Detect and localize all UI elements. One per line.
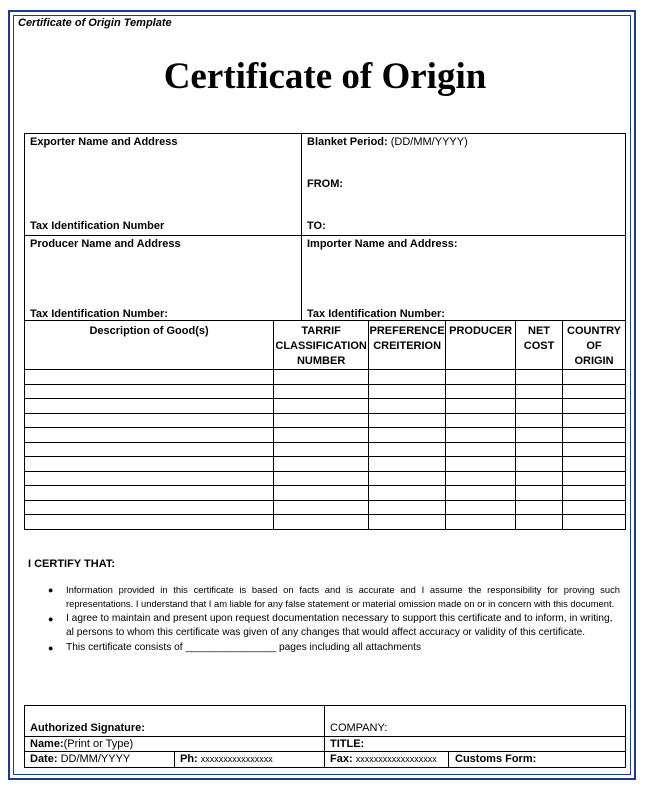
exporter-tax-label: Tax Identification Number	[30, 220, 165, 232]
blanket-period-text: Blanket Period:	[307, 136, 388, 148]
page-title: Certificate of Origin	[163, 56, 487, 97]
bullet-icon: ●	[48, 585, 54, 595]
table-row	[25, 500, 626, 515]
table-cell[interactable]	[274, 413, 369, 428]
table-cell[interactable]	[369, 442, 446, 457]
goods-header-row	[25, 321, 626, 370]
exporter-label: Exporter Name and Address	[30, 136, 178, 148]
phone-label: Ph:	[180, 753, 198, 765]
preference-line-1: PREFERENCE	[369, 325, 445, 337]
table-cell[interactable]	[446, 486, 516, 501]
signature-line-2	[24, 751, 626, 752]
table-cell[interactable]	[274, 515, 369, 530]
table-cell[interactable]	[516, 515, 563, 530]
producer-tax-label: Tax Identification Number:	[30, 308, 168, 320]
certify-item-3-text: This certificate consists of ________________ pages including all attachments	[66, 642, 422, 653]
table-cell[interactable]	[446, 428, 516, 443]
table-cell[interactable]	[369, 486, 446, 501]
table-cell[interactable]	[446, 370, 516, 385]
table-cell[interactable]	[274, 457, 369, 472]
table-cell[interactable]	[446, 399, 516, 414]
date-value: DD/MM/YYYY	[60, 753, 131, 765]
table-cell[interactable]	[563, 486, 626, 501]
net-line-1: NET	[528, 325, 551, 337]
fax-label: Fax:	[330, 753, 353, 765]
table-cell[interactable]	[446, 515, 516, 530]
table-row	[25, 384, 626, 399]
table-cell[interactable]	[563, 428, 626, 443]
table-cell[interactable]	[25, 471, 274, 486]
table-cell[interactable]	[563, 399, 626, 414]
table-cell[interactable]	[516, 413, 563, 428]
table-cell[interactable]	[516, 457, 563, 472]
table-cell[interactable]	[369, 457, 446, 472]
table-cell[interactable]	[563, 457, 626, 472]
from-label: FROM:	[307, 178, 344, 190]
fax-field	[330, 753, 437, 765]
table-cell[interactable]	[274, 442, 369, 457]
table-cell[interactable]	[446, 471, 516, 486]
table-cell[interactable]	[563, 442, 626, 457]
table-cell[interactable]	[516, 486, 563, 501]
signature-divider-date	[174, 751, 175, 768]
header-divider-horizontal	[24, 235, 626, 236]
net-line-2: COST	[523, 340, 555, 352]
tarrif-line-1: TARRIF	[301, 325, 341, 337]
importer-label: Importer Name and Address:	[307, 238, 458, 250]
table-cell[interactable]	[274, 399, 369, 414]
table-cell[interactable]	[25, 413, 274, 428]
table-cell[interactable]	[369, 413, 446, 428]
goods-header-description-text: Description of Good(s)	[89, 325, 209, 337]
table-cell[interactable]	[563, 413, 626, 428]
table-cell[interactable]	[446, 413, 516, 428]
date-field	[30, 753, 130, 765]
table-cell[interactable]	[274, 428, 369, 443]
certify-item-2	[48, 612, 620, 640]
table-cell[interactable]	[25, 486, 274, 501]
table-row	[25, 399, 626, 414]
table-cell[interactable]	[274, 471, 369, 486]
customs-form-label: Customs Form:	[455, 753, 537, 765]
table-cell[interactable]	[516, 370, 563, 385]
table-cell[interactable]	[369, 471, 446, 486]
country-line-1: COUNTRY	[567, 325, 621, 337]
bullet-icon: ●	[48, 614, 54, 624]
name-field	[30, 738, 133, 750]
doc-label: Certificate of Origin Template	[18, 17, 172, 29]
table-cell[interactable]	[369, 428, 446, 443]
certify-heading: I CERTIFY THAT:	[28, 558, 115, 570]
table-cell[interactable]	[25, 384, 274, 399]
table-row	[25, 515, 626, 530]
certify-item-1-text: Information provided in this certificate is based on facts and is accurate and I assume the responsibility for proving such representations. I understand that I am liable for any false statement or material omission made on or in concern with this document.	[66, 584, 620, 609]
table-cell[interactable]	[25, 515, 274, 530]
name-label: Name:	[30, 738, 64, 750]
table-cell[interactable]	[516, 471, 563, 486]
date-label: Date:	[30, 753, 58, 765]
table-cell[interactable]	[274, 384, 369, 399]
table-row	[25, 413, 626, 428]
tarrif-line-2: CLASSIFICATION	[275, 340, 367, 352]
table-cell[interactable]	[369, 515, 446, 530]
table-row	[25, 486, 626, 501]
table-cell[interactable]	[274, 370, 369, 385]
certify-item-3	[48, 641, 620, 655]
table-cell[interactable]	[516, 442, 563, 457]
table-cell[interactable]	[25, 428, 274, 443]
table-cell[interactable]	[516, 384, 563, 399]
table-cell[interactable]	[446, 500, 516, 515]
country-line-3: ORIGIN	[574, 355, 614, 367]
certify-item-2-text: I agree to maintain and present upon request documentation necessary to support this certificate and to inform, in writing, al persons to whom this certificate was given of any changes that would affect accuracy or validity of this certificate.	[66, 613, 613, 638]
signature-divider-customs	[448, 751, 449, 768]
table-row	[25, 442, 626, 457]
table-cell[interactable]	[25, 457, 274, 472]
importer-tax-label: Tax Identification Number:	[307, 308, 445, 320]
goods-header-preference	[369, 321, 446, 370]
producer-header-text: PRODUCER	[449, 325, 513, 337]
bullet-icon: ●	[48, 643, 54, 653]
fax-value: xxxxxxxxxxxxxxxxxx	[355, 754, 437, 764]
table-cell[interactable]	[25, 500, 274, 515]
table-row	[25, 428, 626, 443]
name-hint: (Print or Type)	[63, 738, 134, 750]
producer-label: Producer Name and Address	[30, 238, 181, 250]
table-cell[interactable]	[563, 500, 626, 515]
table-cell[interactable]	[563, 471, 626, 486]
phone-field	[180, 753, 273, 765]
table-cell[interactable]	[563, 370, 626, 385]
table-row	[25, 471, 626, 486]
preference-line-2: CREITERION	[373, 340, 442, 352]
table-cell[interactable]	[274, 486, 369, 501]
table-cell[interactable]	[563, 515, 626, 530]
goods-header-description	[25, 321, 274, 370]
goods-header-tarrif	[274, 321, 369, 370]
table-cell[interactable]	[25, 370, 274, 385]
table-cell[interactable]	[516, 399, 563, 414]
goods-table	[24, 320, 626, 530]
goods-header-net-cost	[516, 321, 563, 370]
table-cell[interactable]	[25, 442, 274, 457]
table-cell[interactable]	[369, 384, 446, 399]
table-cell[interactable]	[446, 442, 516, 457]
table-cell[interactable]	[446, 384, 516, 399]
table-cell[interactable]	[446, 457, 516, 472]
goods-header-country	[563, 321, 626, 370]
title-label: TITLE:	[330, 738, 365, 750]
table-row	[25, 457, 626, 472]
goods-header-producer	[446, 321, 516, 370]
company-label: COMPANY:	[330, 722, 388, 734]
blanket-period-format: (DD/MM/YYYY)	[390, 136, 468, 148]
tarrif-line-3: NUMBER	[296, 355, 346, 367]
table-cell[interactable]	[25, 399, 274, 414]
certify-bullets	[48, 583, 620, 656]
signature-line-1	[24, 736, 626, 737]
to-label: TO:	[307, 220, 326, 232]
authorized-signature-label: Authorized Signature:	[30, 722, 145, 734]
header-divider-vertical	[301, 133, 302, 321]
certify-item-1	[48, 583, 620, 611]
table-cell[interactable]	[563, 384, 626, 399]
table-cell[interactable]	[369, 399, 446, 414]
table-cell[interactable]	[516, 428, 563, 443]
phone-value: xxxxxxxxxxxxxxxx	[200, 754, 273, 764]
table-cell[interactable]	[516, 500, 563, 515]
table-cell[interactable]	[369, 370, 446, 385]
country-line-2: OF	[586, 340, 602, 352]
table-cell[interactable]	[369, 500, 446, 515]
table-cell[interactable]	[274, 500, 369, 515]
blanket-period-label	[307, 136, 468, 148]
table-row	[25, 370, 626, 385]
